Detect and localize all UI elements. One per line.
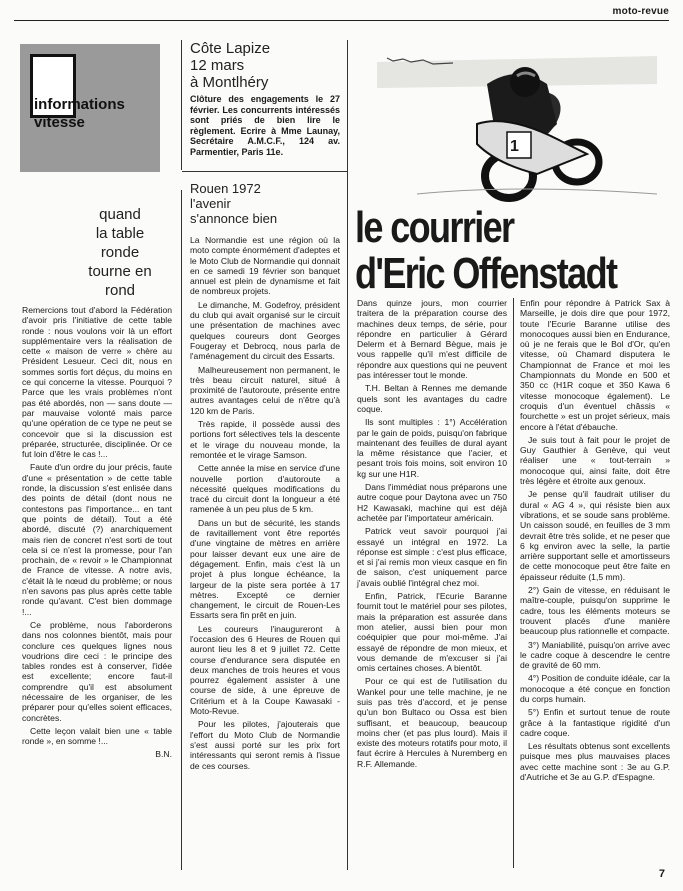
quand-title-line: rond	[104, 282, 136, 299]
courrier-paragraph: Enfin pour répondre à Patrick Sax à Marseille, je dois dire que pour 1972, toute l'Ecurie Baranne utilise des monocoques aussi bien en Endurance, où je ne ferais que le Bol d'Or, qu'en vitesse, où Chamard disputera le Championnat de France et moi les Championnats du Monde en 500 et 350 cc (H1R coque et 350 Kawa 6 vitesse monocoque également). Le croquis d'un éventuel châssis « fourchette » est un projet sérieux, mais encore à l'état d'ébauche.	[520, 298, 670, 432]
lapize-title	[190, 40, 340, 91]
courrier-paragraph: 3°) Maniabilité, puisqu'on arrive avec le cadre coque à descendre le centre de gravité de 60 mm.	[520, 639, 670, 671]
rubric-logo	[20, 44, 160, 172]
header-rule	[14, 20, 669, 21]
motorcycle-racer-photo	[357, 44, 669, 202]
courrier-paragraph: Enfin, Patrick, l'Ecurie Baranne fournit tout le matériel pour ses pilotes, mais la préparation est assurée dans mon atelier, aussi bien pour mon coéquipier que pour moi-même. J'ai essayé de répondre de mon mieux, et vous demande de m'excuser si j'ai omis certaines choses. A bientôt.	[357, 591, 507, 674]
lapize-title-line: Côte Lapize	[190, 40, 271, 57]
courrier-column-b	[520, 298, 670, 785]
page-number: 7	[658, 868, 665, 880]
rouen-article	[190, 235, 340, 774]
courrier-column-a	[357, 298, 507, 772]
quand-paragraph: Ce problème, nous l'aborderons dans nos colonnes bientôt, mais pour conclure ces quelques lignes nous voudrions dire ceci : le principe des tables rondes est à conserver, l'idée est excellente; encore faut-il comprendre qu'il est absolument nécessaire de les organiser, de les préparer pour qu'elles soient efficaces, concrètes.	[22, 619, 172, 723]
lapize-title-line: à Montlhéry	[190, 74, 269, 91]
quand-paragraph: Cette leçon valait bien une « table ronde », en somme !...	[22, 725, 172, 747]
courrier-paragraph: Ils sont multiples : 1°) Accélération par le gain de poids, puisqu'on fabrique maintenant des feuilles de dural ayant la même résistance que l'acier, et pesant trois fois moins, soit environ 10 kg sur une H1R.	[357, 417, 507, 479]
quand-paragraph: Remercions tout d'abord la Fédération d'avoir pris l'initiative de cette table ronde : nous voulons voir là un effort supplémentaire vers la réalisation de cette « maison de verre » chère au Président Lesueur. Ceci dit, nous en sommes sortis fort déçus, du moins en ce qui concerne la vitesse. Pourquoi ? Parce que les vrais problèmes n'ont pas été abordés, non — sans doute — par mauvaise volonté mais parce qu'une opération de ce type ne peut se concevoir que si la discussion est préparée, structurée, disciplinée. Or ce fut loin d'être le cas !...	[22, 305, 172, 460]
section-rule-lapize	[182, 171, 347, 172]
rouen-paragraph: La Normandie est une région où la moto compte énormément d'adeptes et le Moto Club de Normandie qui donnait en ce samedi 19 février son banquet annuel est plein de dynamisme et fait de nombreux projets.	[190, 235, 340, 297]
column-rule-3	[513, 298, 514, 868]
quand-title-line: la table	[95, 225, 145, 242]
rouen-title-line: l'avenir	[190, 196, 231, 211]
lapize-body: Clôture des engagements le 27 février. Les concurrents intéressés sont priés de bien lire le règlement. Ecrire à Mme Launay, Secrétaire A.M.C.F., 124 av. Parmentier, Paris 11e.	[190, 94, 340, 157]
quand-title	[60, 205, 180, 300]
rider-number: 1	[510, 138, 519, 155]
courrier-paragraph: 4°) Position de conduite idéale, car la monocoque a été conçue en fonction du corps humain.	[520, 673, 670, 704]
rouen-paragraph: Très rapide, il possède aussi des portions fort sélectives tels la descente et le virage du nouveau monde, la remontée et le virage Samson.	[190, 419, 340, 460]
magazine-name: moto-revue	[612, 6, 669, 17]
courrier-title-line: d'Eric Offenstadt	[355, 249, 617, 298]
quand-signature: B.N.	[155, 749, 172, 760]
lapize-title-line: 12 mars	[190, 57, 245, 74]
quand-title-line: tourne en	[88, 263, 152, 280]
courrier-paragraph: Dans quinze jours, mon courrier traitera de la préparation course des machines deux temps, de série, pour répondre en particulier à Gérard Delerm et à Bernard Bègue, mais je vous rappelle qu'il m'est difficile de répondre aux questions qui ne peuvent pas intéresser tout le monde.	[357, 298, 507, 381]
rouen-paragraph: Dans un but de sécurité, les stands de ravitaillement vont être reportés d'une vingtaine de mètres en arrière pour laisser devant eux une aire de dégagement. Enfin, mais c'est là un projet à plus longue échéance, la largeur de la piste sera portée à 17 mètres. Excepté ce dernier changement, le circuit de Rouen-Les Essarts sera fin prêt en juin.	[190, 517, 340, 621]
courrier-paragraph: Je pense qu'il faudrait utiliser du dural « AG 4 », qui résiste bien aux vibrations, et se soude sans problème. Un caisson soudé, en feuilles de 3 mm devrait être très solide, et ne peser que 6 kg environ avec la selle, la partie arrière supportant selle et amortisseurs de cette monocoque peut être faite en épaisseur réduite (1,5 mm).	[520, 489, 670, 582]
column-rule-2	[347, 40, 348, 870]
courrier-paragraph: Les résultats obtenus sont excellents puisque mes plus mauvaises places avec cette machine sont : 3e au G.P. d'Autriche et 3e au G.P. d'Espagne.	[520, 741, 670, 783]
column-rule-top	[181, 40, 182, 170]
rouen-paragraph: Le dimanche, M. Godefroy, président du club qui avait organisé sur le circuit une présentation de machines avec quelques coureurs dont Georges Fougeray et Debrocq, nous parla de l'aménagement du circuit des Essarts.	[190, 299, 340, 362]
courrier-title-line: le courrier	[355, 203, 514, 252]
rouen-paragraph: Cette année la mise en service d'une nouvelle portion d'autoroute a nécessité quelques modifications du tracé du circuit dont la longueur a été ramenée à un peu plus de 5 km.	[190, 463, 340, 515]
courrier-paragraph: 5°) Enfin et surtout tenue de route grâce à la fantastique rigidité d'un cadre coque.	[520, 707, 670, 738]
rubric-line-2: vitesse	[34, 114, 85, 131]
courrier-paragraph: Pour ce qui est de l'utilisation du Wankel pour une telle machine, je ne suis pas très d'accord, et je pense qu'un bon Bultaco ou Ossa est bien suffisant, et beaucoup, beaucoup moins cher (et pas plus lourd). Mais il existe des moteurs rotatifs pour moto, il faut écrire à Hercules à Nuremberg en R.F. Allemande.	[357, 676, 507, 769]
courrier-paragraph: 2°) Gain de vitesse, en réduisant le maître-couple, puisqu'on supprime le cadre, tous les éléments moteurs se trouvent placés d'une manière beaucoup plus rationnelle et compacte.	[520, 585, 670, 637]
rouen-paragraph: Malheureusement non permanent, le très beau circuit naturel, situé à proximité de l'autoroute, présente entre autres avantages celui de n'être qu'à 120 km de Paris.	[190, 364, 340, 416]
rouen-title-line: s'annonce bien	[190, 211, 278, 226]
courrier-paragraph: Patrick veut savoir pourquoi j'ai essayé un intégral en 1972. La réponse est simple : c'est plus efficace, et si j'ai remis mon vieux casque en fin de saison, c'est uniquement parce j'avais oublié l'intégral chez moi.	[357, 526, 507, 588]
quand-paragraph: Faute d'un ordre du jour précis, faute d'une « présentation » de cette table ronde, la discussion s'est enlisée dans des points de détail (dont nous ne contestons pas l'importance... en tant que points de détail). Tout a été abordé, discuté (?) anarchiquement mais rien de concret n'est sorti de tout cela si ce n'est la promesse, pour l'an prochain, de « revoir » le Championnat de France de vitesse. A notre avis, c'était là le nœud du problème; or nous n'en savons pas plus après cette table ronde qu'avant. C'est bien dommage !...	[22, 462, 172, 617]
rouen-title-line: Rouen 1972	[190, 181, 261, 196]
rubric-line-1: informations	[34, 96, 125, 113]
courrier-paragraph: Je suis tout à fait pour le projet de Guy Gauthier à Genève, qui veut réaliser une « tout-terrain » monocoque qui, ainsi faite, doit être très légère et étroite aux genoux.	[520, 434, 670, 487]
courrier-title	[355, 205, 616, 297]
rouen-paragraph: Pour les pilotes, j'ajouterais que l'effort du Moto Club de Normandie s'est aussi porté sur les prix fort intéressants qui seront remis à l'issue de ces courses.	[190, 719, 340, 771]
quand-title-line: ronde	[100, 244, 140, 261]
rouen-title	[190, 181, 340, 226]
quand-article	[22, 305, 172, 760]
courrier-paragraph: Dans l'immédiat nous préparons une autre coque pour Daytona avec un 750 H2 Kawasaki, machine qui est déjà achetée par l'importateur américain.	[357, 482, 507, 523]
rouen-paragraph: Les coureurs l'inaugureront à l'occasion des 6 Heures de Rouen qui auront lieu les 8 et 9 juillet 72. Cette course d'endurance sera disputée en deux manches de trois heures et vous pourrez également assister à une course de side, à une épreuve de Critérium et à la Coupe Kawasaki - Moto-Revue.	[190, 623, 340, 717]
quand-title-line: quand	[99, 206, 141, 223]
column-rule-1	[181, 190, 182, 870]
courrier-paragraph: T.H. Beltan à Rennes me demande quels sont les avantages du cadre coque.	[357, 383, 507, 414]
